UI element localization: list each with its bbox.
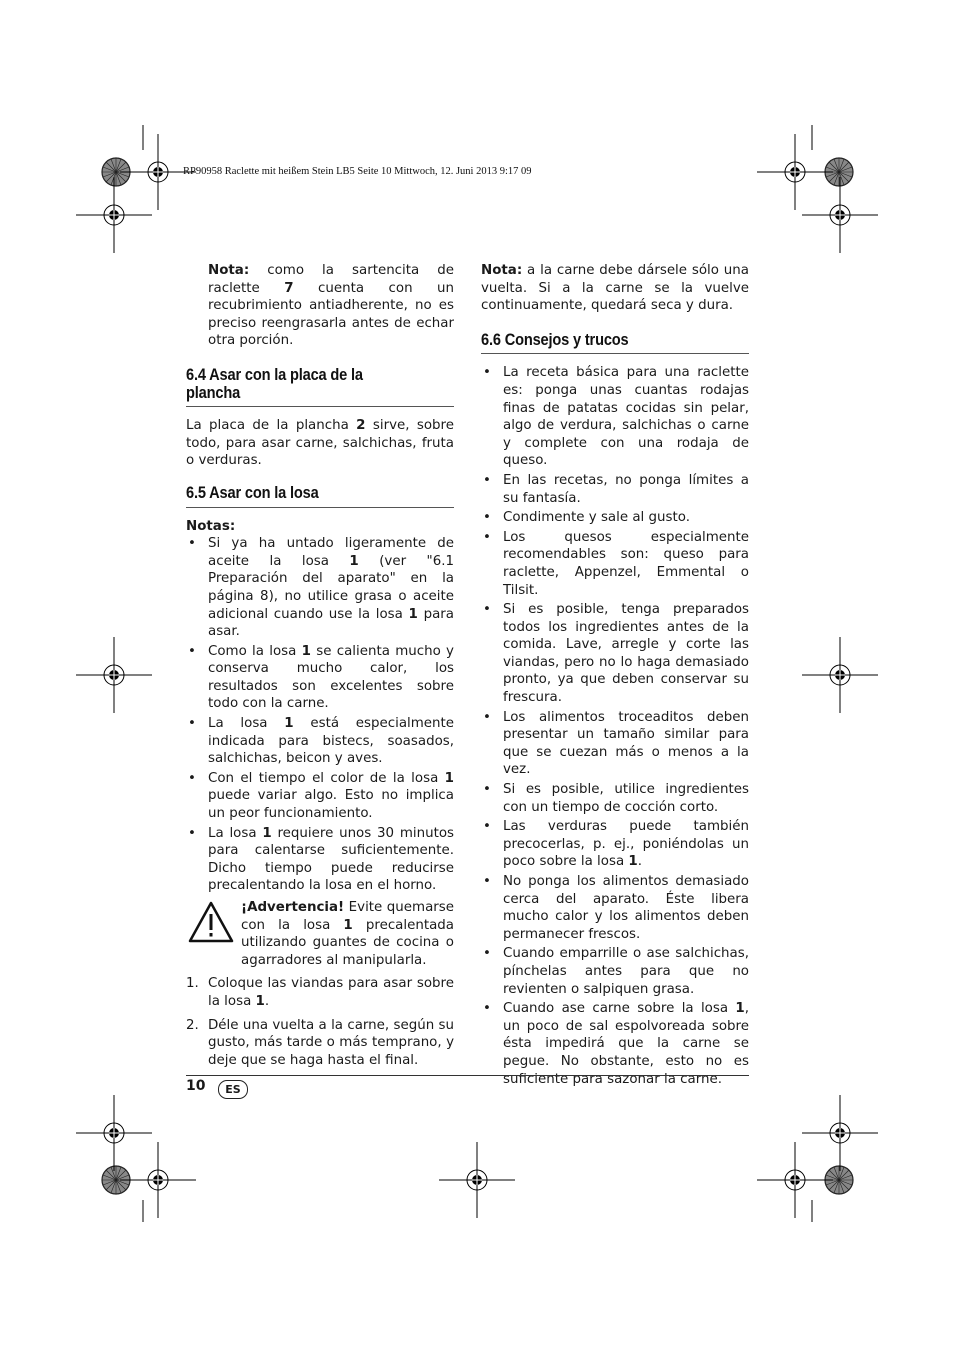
- notes-list: [186, 535, 454, 895]
- list-item: • Los quesos especialmente recomendables son: queso para raclette, Appenzel, Emmental o Tilsit.: [483, 529, 749, 598]
- print-slug: RP90958 Raclette mit heißem Stein LB5 Seite 10 Mittwoch, 12. Juni 2013 9:17 09: [183, 166, 532, 177]
- list-item: • Cuando ase carne sobre la losa 1, un poco de sal espolvoreada sobre ésta impedirá que la carne se pegue. No obstante, esto no es suficiente para sazonar la carne.: [483, 1001, 749, 1087]
- note-nonstick: Nota: como la sartencita de raclette 7 cuenta con un recubrimiento antiadherente, no es preciso reengrasarla antes de echar otra porción.: [208, 263, 454, 349]
- notes-label: Notas:: [186, 518, 236, 534]
- footer-rule: [186, 1075, 749, 1076]
- warning-triangle-icon: [188, 901, 234, 943]
- section-6-6-heading: 6.6 Consejos y trucos: [481, 331, 749, 355]
- tips-list: [481, 364, 749, 1088]
- list-item: • En las recetas, no ponga límites a su fantasía.: [483, 472, 749, 506]
- list-item: • Las verduras puede también precocerlas, p. ej., poniéndolas un poco sobre la losa 1.: [483, 819, 749, 870]
- list-item: 2. Déle una vuelta a la carne, según su gusto, más tarde o más temprano, y deje que se haga hasta el final.: [186, 1017, 454, 1068]
- page-number: 10: [186, 1078, 206, 1094]
- list-item: • No ponga los alimentos demasiado cerca del aparato. Éste libera mucho calor y los alimentos deben permanecer frescos.: [483, 874, 749, 942]
- list-item: • Como la losa 1 se calienta mucho y conserva mucho calor, los resultados son excelentes sobre todo con la carne.: [188, 643, 454, 712]
- list-item: • Condimente y sale al gusto.: [483, 510, 690, 526]
- list-item: • Cuando emparrille o ase salchichas, pínchelas antes para que no revienten o salpiquen grasa.: [483, 946, 749, 997]
- left-column: [186, 262, 454, 1071]
- list-item: • La receta básica para una raclette es: ponga unas cuantas rodajas finas de patatas cocidas sin pelar, algo de verdura, salchichas o carne y complete con una rodaja de queso.: [483, 365, 749, 469]
- language-badge: ES: [218, 1080, 248, 1099]
- section-6-4-heading: 6.4 Asar con la placa de la plancha: [186, 366, 454, 407]
- section-6-4-text: La placa de la plancha 2 sirve, sobre todo, para asar carne, salchichas, fruta o verduras.: [186, 418, 454, 469]
- list-item: • Los alimentos troceaditos deben presentar un tamaño similar para que se cuezan más o menos a la vez.: [483, 709, 749, 778]
- list-item: • Con el tiempo el color de la losa 1 puede variar algo. Esto no implica un peor funcionamiento.: [188, 770, 454, 822]
- note-turn-meat: Nota: a la carne debe dársele sólo una vuelta. Si a la carne se la vuelve continuamente, quedará seca y dura.: [481, 263, 749, 314]
- list-item: • Si es posible, tenga preparados todos los ingredientes antes de la comida. Lave, arregle y corte las viandas, pero no lo haga demasiado pronto, ya que deben conservar su frescura.: [483, 602, 749, 706]
- list-item: • La losa 1 está especialmente indicada para bistecs, soasados, salchichas, beicon y aves.: [188, 716, 455, 767]
- warning-block: ¡Advertencia! Evite quemarse con la losa 1 precalentada utilizando guantes de cocina o agarradores al manipularla.: [186, 899, 454, 969]
- list-item: • Si ya ha untado ligeramente de aceite la losa 1 (ver "6.1 Preparación del aparato" en la página 8), no utilice grasa o aceite adicional cuando use la losa 1 para asar.: [188, 536, 454, 640]
- list-item: 1. Coloque las viandas para asar sobre la losa 1.: [186, 976, 454, 1009]
- right-column: [481, 262, 749, 1090]
- list-item: • La losa 1 requiere unos 30 minutos para calentarse suficientemente. Dicho tiempo puede reducirse precalentando la losa en el horno.: [188, 825, 454, 894]
- list-item: • Si es posible, utilice ingredientes con un tiempo de cocción corto.: [483, 782, 749, 815]
- section-6-5-heading: 6.5 Asar con la losa: [186, 484, 454, 508]
- steps-list: [186, 975, 454, 1069]
